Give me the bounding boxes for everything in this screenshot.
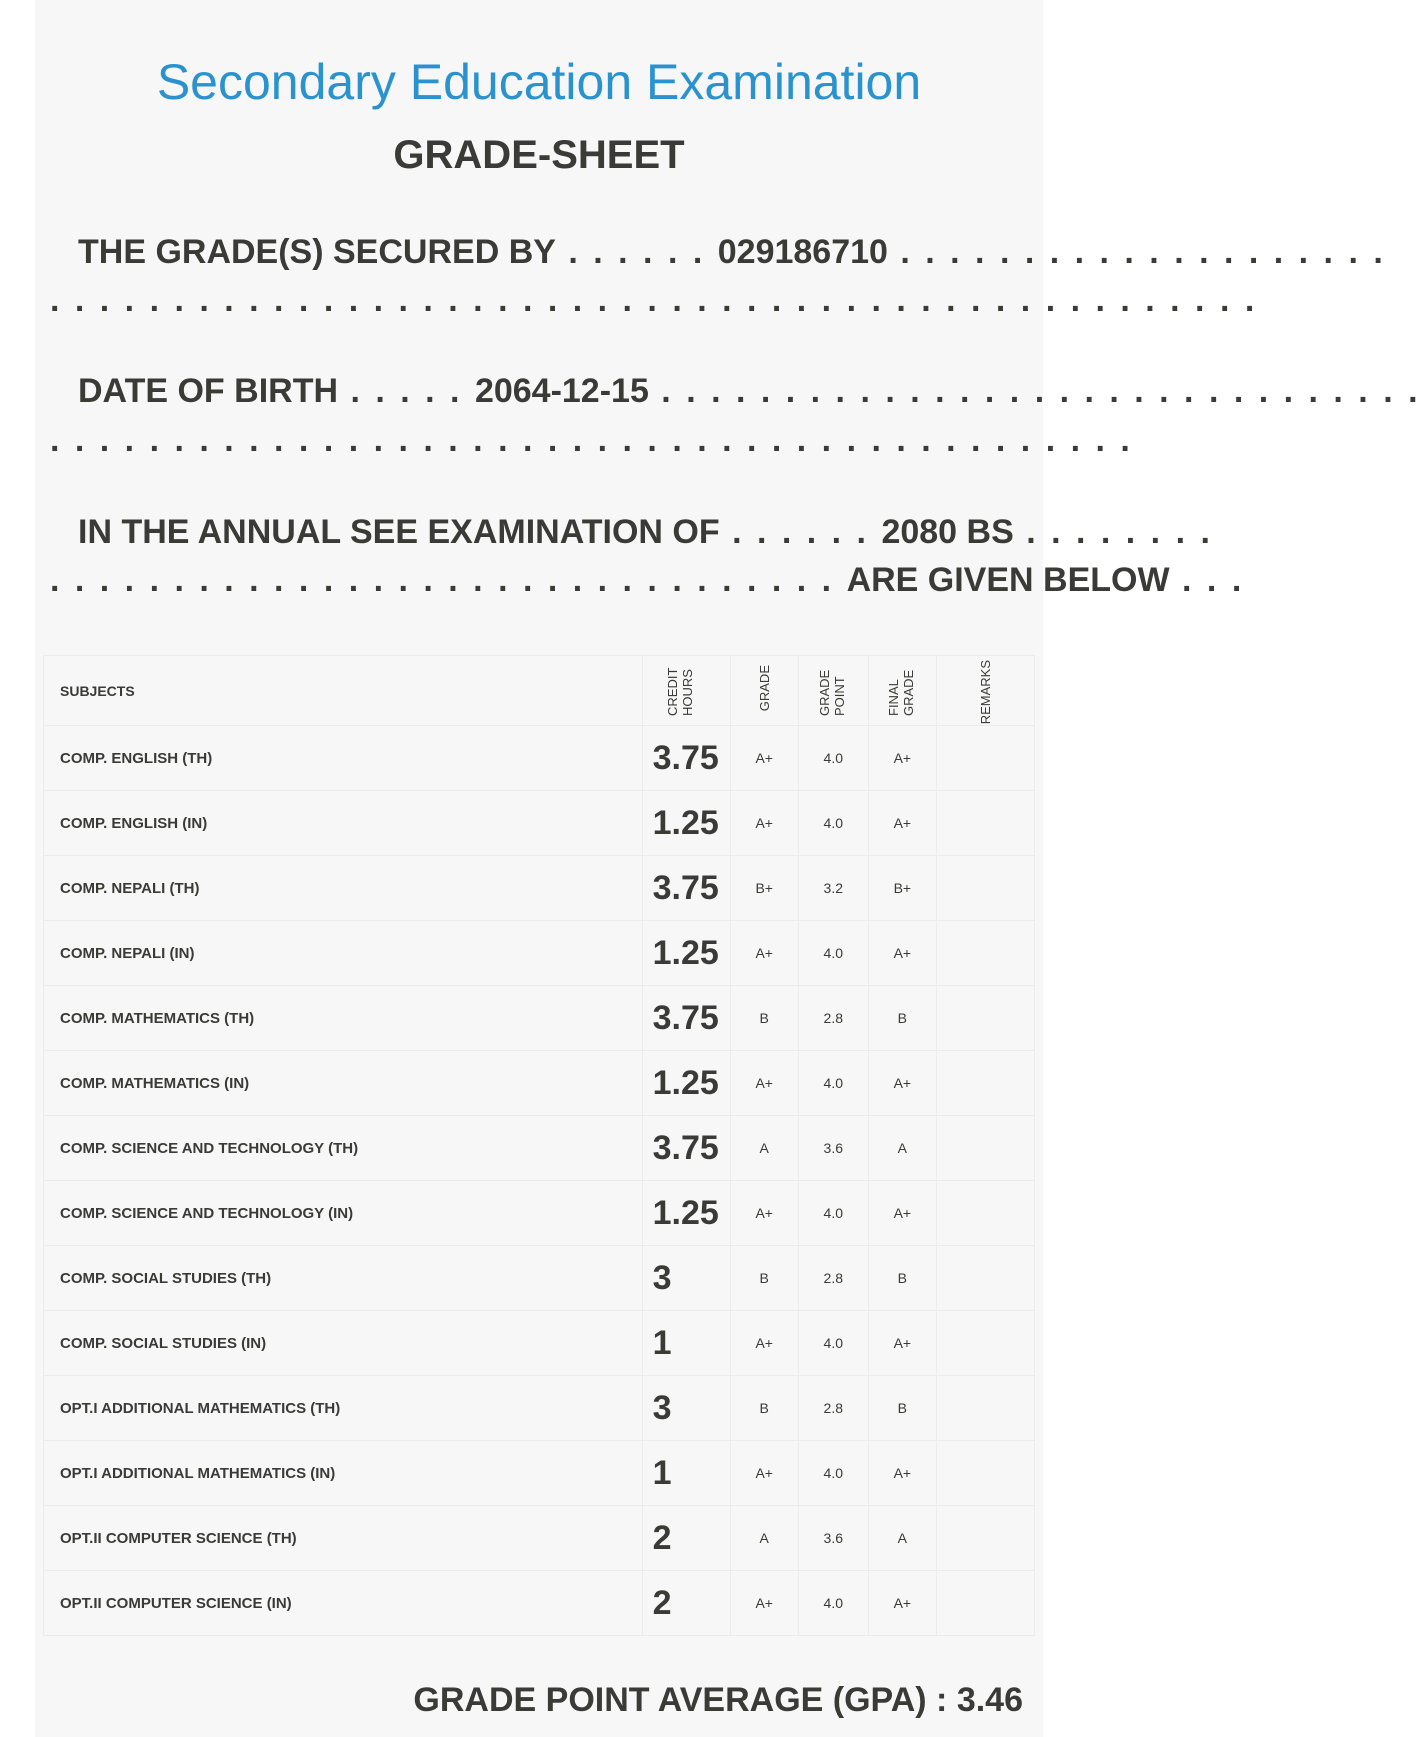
credit-hours-cell: 2 xyxy=(642,1571,730,1636)
subject-cell: OPT.I ADDITIONAL MATHEMATICS (TH) xyxy=(44,1376,643,1441)
subject-cell: OPT.II COMPUTER SCIENCE (TH) xyxy=(44,1506,643,1571)
grade-point-cell: 4.0 xyxy=(798,1571,868,1636)
final-grade-header: FINAL GRADE xyxy=(868,656,936,726)
grade-cell: A+ xyxy=(730,1441,798,1506)
credit-hours-cell: 1.25 xyxy=(642,791,730,856)
credit-hours-cell: 1 xyxy=(642,1311,730,1376)
final-grade-cell: B xyxy=(868,1246,936,1311)
grade-point-cell: 3.2 xyxy=(798,856,868,921)
grade-cell: A+ xyxy=(730,726,798,791)
dob-line xyxy=(78,371,1421,411)
exam-title: Secondary Education Examination xyxy=(156,54,922,110)
grade-sheet-heading: GRADE-SHEET xyxy=(393,133,685,177)
subject-cell: OPT.II COMPUTER SCIENCE (IN) xyxy=(44,1571,643,1636)
credit-hours-cell: 1.25 xyxy=(642,921,730,986)
grade-point-cell: 2.8 xyxy=(798,986,868,1051)
table-row xyxy=(44,1181,1035,1246)
remarks-cell xyxy=(936,856,1034,921)
final-grade-cell: B xyxy=(868,986,936,1051)
table-row xyxy=(44,1051,1035,1116)
table-row xyxy=(44,791,1035,856)
grade-point-cell: 4.0 xyxy=(798,726,868,791)
table-header-row xyxy=(44,656,1035,726)
subject-cell: COMP. ENGLISH (IN) xyxy=(44,791,643,856)
remarks-cell xyxy=(936,986,1034,1051)
leader-dots: . . . . . . . . . . . . . . . . . . . . . . . . . . . . . . . . xyxy=(50,561,847,599)
leader-dots: . . . . . . . . . . . . . . . . . . . . . . . . . . . . . . . xyxy=(648,372,1421,410)
grade-cell: B xyxy=(730,986,798,1051)
credit-hours-cell: 2 xyxy=(642,1506,730,1571)
grade-cell: A+ xyxy=(730,1311,798,1376)
remarks-cell xyxy=(936,1506,1034,1571)
remarks-cell xyxy=(936,791,1034,856)
subjects-header: SUBJECTS xyxy=(44,656,643,726)
final-grade-cell: A xyxy=(868,1116,936,1181)
subject-cell: COMP. MATHEMATICS (IN) xyxy=(44,1051,643,1116)
remarks-cell xyxy=(936,1571,1034,1636)
leader-dots: . . . . . . . . xyxy=(1013,513,1213,551)
grade-cell: A+ xyxy=(730,791,798,856)
grade-point-cell: 3.6 xyxy=(798,1506,868,1571)
exam-label: IN THE ANNUAL SEE EXAMINATION OF xyxy=(78,513,720,551)
grades-table xyxy=(43,655,1035,1636)
subject-cell: COMP. SOCIAL STUDIES (IN) xyxy=(44,1311,643,1376)
credit-hours-cell: 1.25 xyxy=(642,1181,730,1246)
exam-year: 2080 BS xyxy=(881,513,1014,551)
remarks-cell xyxy=(936,921,1034,986)
grade-cell: B xyxy=(730,1376,798,1441)
remarks-cell xyxy=(936,726,1034,791)
date-of-birth: 2064-12-15 xyxy=(474,372,649,410)
grade-point-header: GRADE POINT xyxy=(798,656,868,726)
credit-hours-cell: 3.75 xyxy=(642,1116,730,1181)
given-below-line: . . . . . . . . . . . . . . . . . . . . . . . . . . . . . . . . ARE GIVEN BELOW . . . xyxy=(50,561,1245,599)
subject-cell: COMP. MATHEMATICS (TH) xyxy=(44,986,643,1051)
grade-cell: A+ xyxy=(730,1181,798,1246)
final-grade-cell: A+ xyxy=(868,791,936,856)
credit-hours-cell: 3.75 xyxy=(642,986,730,1051)
grade-cell: A+ xyxy=(730,1051,798,1116)
grade-point-cell: 4.0 xyxy=(798,791,868,856)
table-row xyxy=(44,1246,1035,1311)
grade-point-cell: 2.8 xyxy=(798,1376,868,1441)
credit-hours-cell: 3.75 xyxy=(642,726,730,791)
remarks-cell xyxy=(936,1116,1034,1181)
remarks-cell xyxy=(936,1441,1034,1506)
given-below-text: ARE GIVEN BELOW xyxy=(846,561,1170,599)
exam-line xyxy=(78,512,1213,552)
grade-point-cell: 4.0 xyxy=(798,1051,868,1116)
table-row xyxy=(44,1116,1035,1181)
final-grade-cell: A+ xyxy=(868,726,936,791)
subject-cell: COMP. ENGLISH (TH) xyxy=(44,726,643,791)
gpa-value: 3.46 xyxy=(956,1681,1023,1719)
table-row xyxy=(44,1441,1035,1506)
final-grade-cell: A+ xyxy=(868,1441,936,1506)
dob-label: DATE OF BIRTH xyxy=(78,372,339,410)
grade-point-cell: 3.6 xyxy=(798,1116,868,1181)
final-grade-cell: A+ xyxy=(868,1571,936,1636)
final-grade-cell: A+ xyxy=(868,1181,936,1246)
grade-cell: A+ xyxy=(730,1571,798,1636)
table-row xyxy=(44,921,1035,986)
final-grade-cell: A xyxy=(868,1506,936,1571)
grade-cell: B+ xyxy=(730,856,798,921)
remarks-cell xyxy=(936,1246,1034,1311)
grade-cell: B xyxy=(730,1246,798,1311)
gpa-label: GRADE POINT AVERAGE (GPA) : xyxy=(413,1681,948,1719)
leader-dots: . . . . . . xyxy=(555,233,718,271)
grade-sheet xyxy=(35,0,1421,1737)
credit-hours-cell: 3.75 xyxy=(642,856,730,921)
secured-by-label: THE GRADE(S) SECURED BY xyxy=(78,233,556,271)
leader-dots-line: . . . . . . . . . . . . . . . . . . . . . . . . . . . . . . . . . . . . . . . . . . . . . . . . . xyxy=(50,281,1258,319)
subject-cell: COMP. NEPALI (IN) xyxy=(44,921,643,986)
leader-dots: . . . . . xyxy=(338,372,475,410)
remarks-cell xyxy=(936,1051,1034,1116)
grade-point-cell: 4.0 xyxy=(798,1181,868,1246)
table-row xyxy=(44,1376,1035,1441)
leader-dots: . . . . . . . . . . . . . . . . . . . . xyxy=(887,233,1386,271)
grade-cell: A+ xyxy=(730,921,798,986)
grade-cell: A xyxy=(730,1116,798,1181)
final-grade-cell: A+ xyxy=(868,921,936,986)
subject-cell: COMP. SCIENCE AND TECHNOLOGY (IN) xyxy=(44,1181,643,1246)
credit-hours-cell: 3 xyxy=(642,1376,730,1441)
grade-point-cell: 4.0 xyxy=(798,921,868,986)
final-grade-cell: A+ xyxy=(868,1051,936,1116)
grade-point-cell: 2.8 xyxy=(798,1246,868,1311)
credit-hours-cell: 3 xyxy=(642,1246,730,1311)
remarks-cell xyxy=(936,1311,1034,1376)
subject-cell: OPT.I ADDITIONAL MATHEMATICS (IN) xyxy=(44,1441,643,1506)
final-grade-cell: B+ xyxy=(868,856,936,921)
subject-cell: COMP. NEPALI (TH) xyxy=(44,856,643,921)
secured-by-line xyxy=(78,232,1386,272)
grade-header: GRADE xyxy=(730,656,798,726)
symbol-number: 029186710 xyxy=(717,233,888,271)
leader-dots: . . . . . . xyxy=(719,513,882,551)
table-row xyxy=(44,726,1035,791)
gpa-line xyxy=(413,1680,1023,1720)
table-row xyxy=(44,1311,1035,1376)
table-row xyxy=(44,986,1035,1051)
final-grade-cell: A+ xyxy=(868,1311,936,1376)
remarks-cell xyxy=(936,1376,1034,1441)
remarks-header: REMARKS xyxy=(936,656,1034,726)
credit-hours-cell: 1.25 xyxy=(642,1051,730,1116)
final-grade-cell: B xyxy=(868,1376,936,1441)
leader-dots-line: . . . . . . . . . . . . . . . . . . . . . . . . . . . . . . . . . . . . . . . . . . . . xyxy=(50,421,1133,459)
credit-hours-cell: 1 xyxy=(642,1441,730,1506)
table-row xyxy=(44,856,1035,921)
grade-point-cell: 4.0 xyxy=(798,1311,868,1376)
credit-hours-header: CREDIT HOURS xyxy=(642,656,730,726)
grade-point-cell: 4.0 xyxy=(798,1441,868,1506)
subject-cell: COMP. SOCIAL STUDIES (TH) xyxy=(44,1246,643,1311)
subject-cell: COMP. SCIENCE AND TECHNOLOGY (TH) xyxy=(44,1116,643,1181)
grade-cell: A xyxy=(730,1506,798,1571)
remarks-cell xyxy=(936,1181,1034,1246)
table-row xyxy=(44,1571,1035,1636)
table-row xyxy=(44,1506,1035,1571)
